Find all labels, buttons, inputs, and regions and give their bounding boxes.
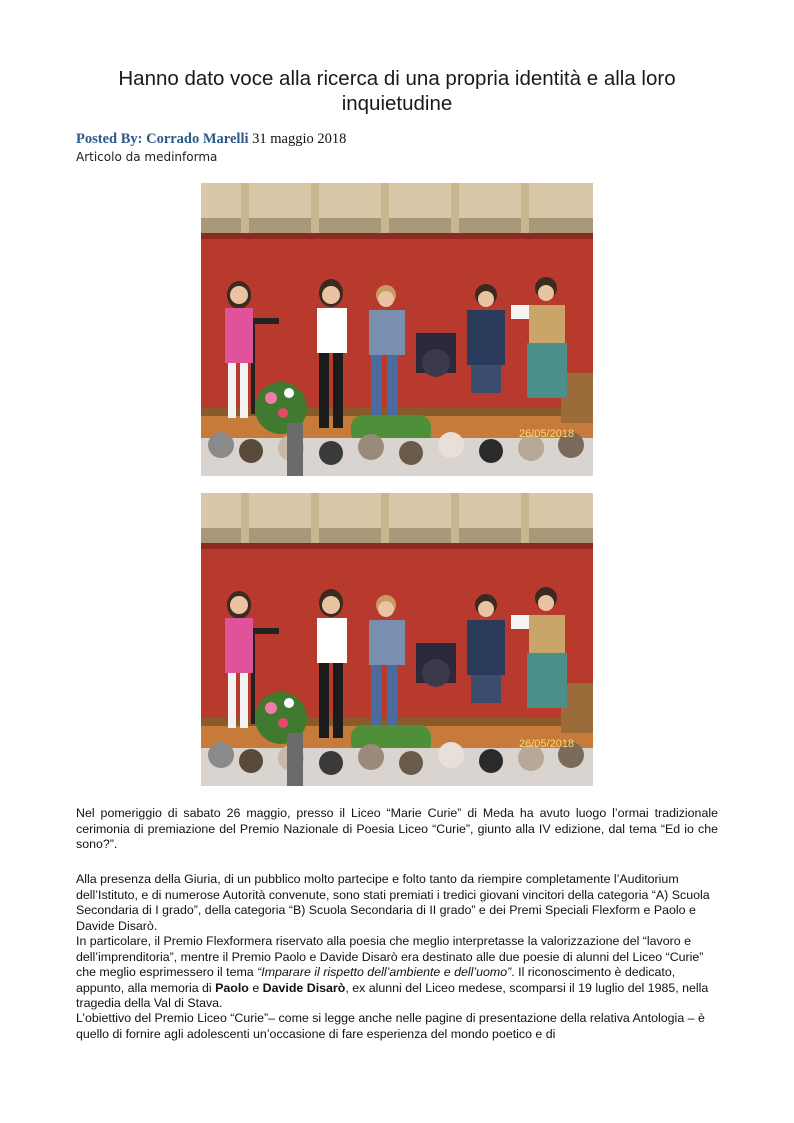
- paragraph-1: Nel pomeriggio di sabato 26 maggio, presso il Liceo “Marie Curie” di Meda ha avuto luogo l’ormai tradizionale cerimonia di premiazione del Premio Nazionale di Poesia Liceo “Curie”, giunto alla IV edizione, dal tema “Ed io che sono?”.: [76, 806, 718, 852]
- paragraph-2: Alla presenza della Giuria, di un pubblico molto partecipe e folto tanto da riempire completamente l’Auditorium dell’Istituto, e di numerose Autorità convenute, sono stati premiati i tredici giovani vincitori della categoria “A) Scuola Secondaria di I grado”, della categoria “B) Scuola Secondaria di II grado” e dei Premi Speciali Flexform e Paolo e Davide Disarò.: [76, 872, 710, 933]
- article-title: Hanno dato voce alla ricerca di una propria identità e alla loro inquietudine: [118, 67, 676, 115]
- author-name[interactable]: Corrado Marelli: [146, 131, 249, 147]
- byline-label: Posted By:: [76, 131, 143, 147]
- p3-bold-paolo: Paolo: [215, 980, 249, 995]
- p3-bold-davide: Davide Disarò: [262, 980, 346, 995]
- byline: [76, 131, 346, 148]
- paragraph-4: L’obiettivo del Premio Liceo “Curie”– come si legge anche nelle pagine di presentazione della relativa Antologia – è quello di fornire agli adolescenti un’occasione di fare esperienza del mondo poetico e di: [76, 1011, 705, 1041]
- photo-timestamp: 26/05/2018: [519, 738, 575, 750]
- p3-italic-theme: “Imparare il rispetto dell’ambiente e dell’uomo”: [257, 965, 512, 980]
- p3-text-c: e: [248, 980, 263, 995]
- paragraph-3: [76, 934, 718, 1012]
- p3-text-b: . Il riconoscimento è dedicato, appunto, alla memoria di: [76, 965, 676, 995]
- ceremony-photo-1: [201, 183, 593, 476]
- p3-text-d: , ex alunni del Liceo medese, scomparsi il 19 luglio del 1985, nella tragedia della Val di Stava.: [76, 980, 709, 1011]
- p3-text-a: In particolare, il Premio Flexformera riservato alla poesia che meglio interpretasse la valorizzazione del “lavoro e dell’imprenditoria”, mentre il Premio Paolo e Davide Disarò era destinato alle due poesie di alunni del Liceo “Curie” che meglio esprimessero il tema: [76, 934, 704, 980]
- ceremony-photo-2: [201, 493, 593, 786]
- photo-timestamp: 26/05/2018: [519, 428, 575, 440]
- publish-date: 31 maggio 2018: [252, 131, 347, 147]
- article-source: Articolo da medinforma: [76, 150, 218, 164]
